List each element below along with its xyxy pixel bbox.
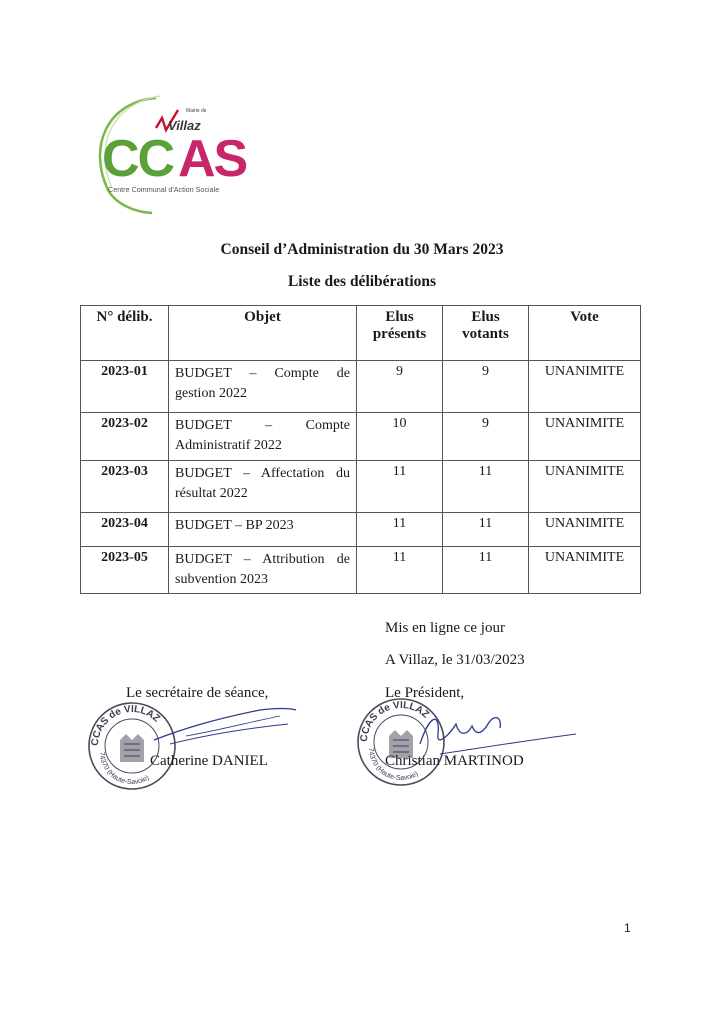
table-row	[81, 361, 641, 413]
president-name: Christian MARTINOD	[385, 753, 524, 769]
row-num: 2023-05	[81, 546, 169, 594]
row-presents: 11	[357, 460, 443, 512]
row-vote: UNANIMITE	[529, 413, 641, 461]
row-vote: UNANIMITE	[529, 361, 641, 413]
deliberations-table	[80, 305, 641, 594]
row-presents: 11	[357, 512, 443, 546]
president-label: Le Président,	[385, 685, 465, 701]
row-presents: 10	[357, 413, 443, 461]
table-row	[81, 413, 641, 461]
row-num: 2023-03	[81, 460, 169, 512]
svg-text:AS: AS	[178, 130, 247, 188]
row-votants: 11	[443, 546, 529, 594]
logo-village-text: Villaz	[168, 118, 201, 133]
row-votants: 11	[443, 460, 529, 512]
row-objet: BUDGET – Affectation du résultat 2022	[169, 460, 357, 512]
table-header-row	[81, 306, 641, 361]
table-row	[81, 512, 641, 546]
header-objet: Objet	[169, 306, 357, 361]
row-votants: 9	[443, 413, 529, 461]
secretary-signature	[150, 700, 300, 750]
svg-text:CCAS de VILLAZ: CCAS de VILLAZ	[358, 699, 431, 743]
svg-text:74370 (Haute-Savoie): 74370 (Haute-Savoie)	[97, 751, 151, 787]
secretary-label: Le secrétaire de séance,	[126, 685, 269, 701]
document-title: Conseil d’Administration du 30 Mars 2023	[220, 241, 504, 258]
header-presents: Elus présents	[357, 306, 443, 361]
place-date: A Villaz, le 31/03/2023	[385, 652, 525, 668]
svg-text:CC: CC	[102, 130, 174, 188]
logo-subtitle: Centre Communal d'Action Sociale	[108, 185, 220, 194]
row-objet: BUDGET – Attribution de subvention 2023	[169, 546, 357, 594]
header-num: N° délib.	[81, 306, 169, 361]
table-row	[81, 460, 641, 512]
row-objet: BUDGET – BP 2023	[169, 512, 357, 546]
row-votants: 11	[443, 512, 529, 546]
secretary-name: Catherine DANIEL	[150, 753, 268, 769]
row-num: 2023-04	[81, 512, 169, 546]
row-presents: 11	[357, 546, 443, 594]
row-vote: UNANIMITE	[529, 546, 641, 594]
row-objet: BUDGET – Compte de gestion 2022	[169, 361, 357, 413]
row-votants: 9	[443, 361, 529, 413]
document-subtitle: Liste des délibérations	[287, 273, 437, 290]
header-vote: Vote	[529, 306, 641, 361]
logo-mairie-text: Mairie de	[186, 108, 207, 114]
row-objet: BUDGET – Compte Administratif 2022	[169, 413, 357, 461]
row-vote: UNANIMITE	[529, 512, 641, 546]
row-num: 2023-02	[81, 413, 169, 461]
row-vote: UNANIMITE	[529, 460, 641, 512]
header-votants: Elus votants	[443, 306, 529, 361]
table-row	[81, 546, 641, 594]
published-online: Mis en ligne ce jour	[385, 620, 505, 636]
row-num: 2023-01	[81, 361, 169, 413]
ccas-logo	[86, 88, 276, 216]
svg-text:CCAS de VILLAZ: CCAS de VILLAZ	[89, 703, 162, 747]
svg-text:74370 (Haute-Savoie): 74370 (Haute-Savoie)	[366, 747, 420, 783]
row-presents: 9	[357, 361, 443, 413]
page-number: 1	[624, 921, 631, 935]
